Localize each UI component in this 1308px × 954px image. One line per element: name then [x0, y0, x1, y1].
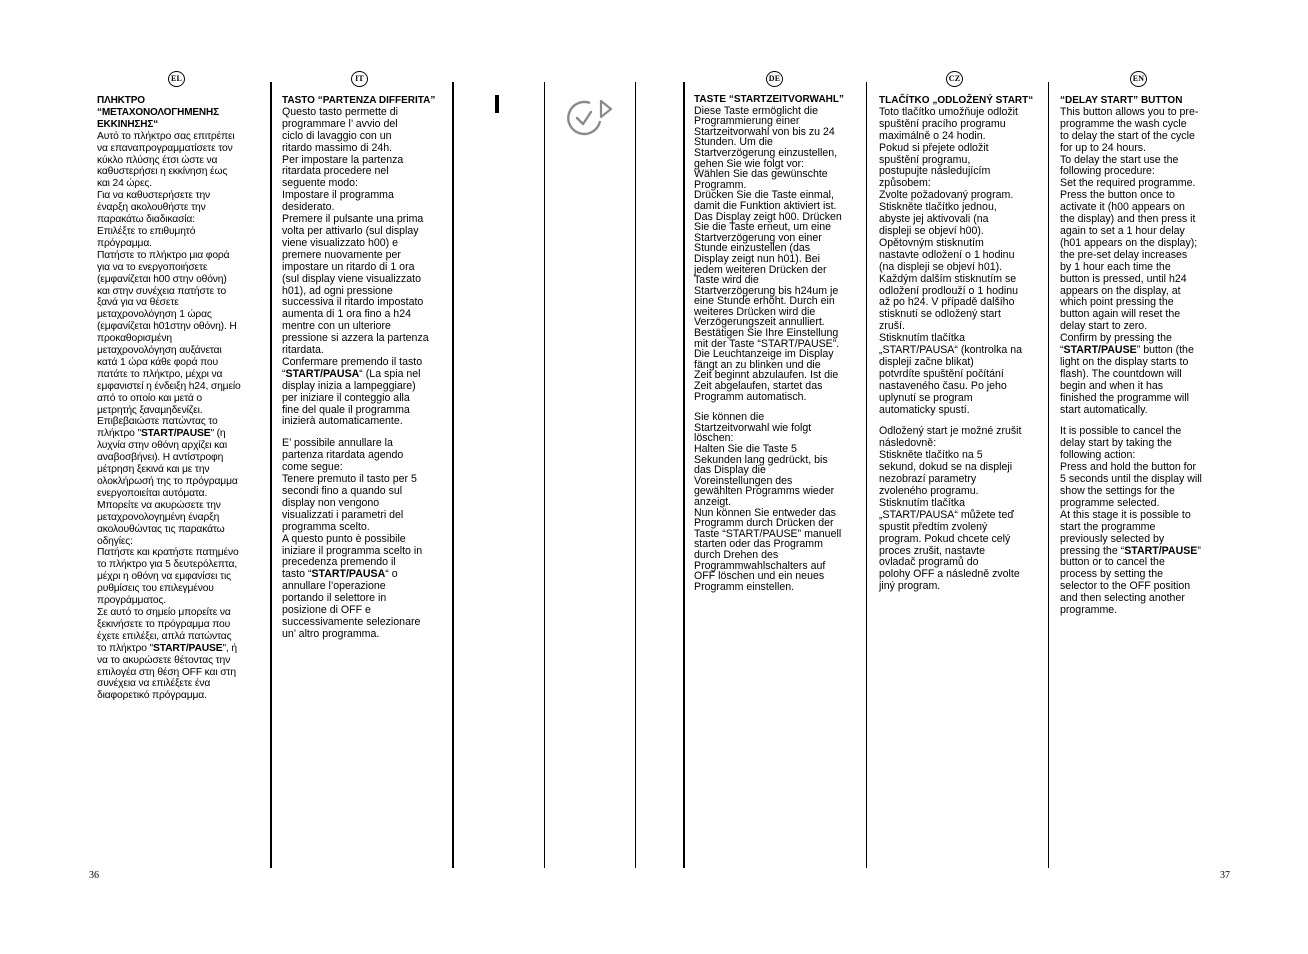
- start-pause-label: START/PAUSA: [285, 367, 360, 380]
- body-text: Diese Taste ermöglicht die Programmierung einer Startzeitvorwahl von bis zu 24 Stunden. Um die Startverzögerung einzustellen, gehen Sie wie folgt vor: Wählen Sie das gewünschte Programm. Drücken Sie die Taste einmal, damit die Funktion aktiviert ist. Das Display zeigt h00. Drücken Sie die Taste erneut, um eine Startverzögerung von einer Stunde einzustellen (das Display zeigt nun h01). Bei jedem weiteren Drücken der Taste wird die Startverzögerung bis h24um je eine Stunde erhöht. Durch ein weiteres Drücken wird die Verzögerungszeit annulliert.: [694, 104, 842, 329]
- vertical-bar-icon: [495, 95, 499, 113]
- delay-start-timer-icon: [566, 95, 614, 139]
- column-el: [97, 95, 265, 712]
- body-text: Confirm by pressing the “: [1060, 332, 1172, 357]
- page-number-left: 36: [89, 870, 99, 881]
- column-heading: “DELAY START” BUTTON: [1060, 95, 1183, 106]
- body-text: It is possible to cancel the delay start by taking the following action: Press and hold the button for 5 seconds until the display will show the settings for the programme selected. At this stage it is possible to start the programme previously selected by pressing the “: [1060, 425, 1202, 557]
- body-text: E’ possibile annullare la partenza ritardata agendo come segue: Tenere premuto il tasto per 5 secondi fino a quando sul display non vengono visualizzati i parametri del programma scelto. A questo punto è possibile iniziare il programma scelto in precedenza premendo il tasto “: [282, 437, 423, 581]
- column-divider: [866, 82, 867, 868]
- start-pause-label: START/PAUSE: [153, 642, 223, 654]
- column-divider: [1048, 82, 1049, 868]
- body-text: Confermare premendo il tasto “: [282, 355, 423, 380]
- body-text: “ o annullare l’operazione portando il selettore in posizione di OFF e successivamente selezionare un’ altro programma.: [282, 568, 421, 640]
- column-divider: [635, 82, 636, 868]
- column-divider: [683, 82, 685, 868]
- lang-badge-de: DE: [766, 71, 783, 87]
- body-text: Toto tlačítko umožňuje odložit spuštění pracího programu maximálně o 24 hodin. Pokud si přejete odložit spuštění programu, postupujte následujícím způsobem: Zvolte požadovaný program. Stiskněte tlačítko jednou, abyste jej aktivovali (na displeji se objeví h00). Opětovným stisknutím nastavte odložení o 1 hodinu (na displeji se objeví h01). Každým dalším stisknutím se odložení prodlouží o 1 hodinu až po h24. V případě dalšího stisknutí se odložený start zruší.: [879, 105, 1019, 333]
- column-heading: TLAČÍTKO „ODLOŽENÝ START“: [879, 95, 1034, 106]
- start-pause-label: START/PAUSE: [1063, 344, 1137, 357]
- body-text: ", ή να το ακυρώσετε θέτοντας την επιλογέα στη θέση OFF και στη συνέχεια να επιλέξετε ένα διαφορετικό πρόγραμμα.: [97, 642, 238, 702]
- column-divider: [270, 82, 272, 868]
- body-text: ” button (the light on the display starts to flash). The countdown will begin and when it has finished the programme will start automatically.: [1060, 344, 1194, 416]
- body-text: Stisknutím tlačítka „START/PAUSA“ (kontrolka na displeji začne blikat) potvrdíte spuštění počítání nastaveného času. Po jeho uplynutí se program automaticky spustí.: [879, 332, 1023, 416]
- lang-badge-it: IT: [351, 71, 368, 87]
- body-text: “ (La spia nel display inizia a lampeggiare) per iniziare il conteggio alla fine del quale il programma inizierà automaticamente.: [282, 367, 421, 428]
- body-text: This button allows you to pre- programme the wash cycle to delay the start of the cycle for up to 24 hours. To delay the start use the following procedure: Set the required programme. Press the button once to activate it (h00 appears on the display) and then press it again to set a 1 hour delay (h01 appears on the display); the pre-set delay increases by 1 hour each time the button is pressed, until h24 appears on the display, at which point pressing the button again will reset the delay start to zero.: [1060, 105, 1199, 333]
- start-pause-label: START/PAUSE: [140, 428, 211, 440]
- page-number-right: 37: [1220, 870, 1230, 881]
- column-de: [694, 95, 864, 602]
- body-text: Αυτό το πλήκτρο σας επιτρέπει να επαναπρογραμματίσετε τον κύκλο πλύσης έτσι ώστε να καθυστερήσει η εκκίνηση έως και 24 ώρες. Για να καθυστερήσετε την έναρξη ακολουθήστε την παρακάτω διαδικασία: Επιλέξτε το επιθυμητό πρόγραμμα. Πατήστε το πλήκτρο μια φορά για να το ενεργοποιήσετε (εμφανίζεται h00 στην οθόνη) και στην συνέχεια πατήστε το ξανά για να θέσετε μεταχρονολόγηση 1 ώρας (εμφανίζεται h01στην οθόνη). Η προκαθορισμένη μεταχρονολόγηση αυξάνεται κατά 1 ώρα κάθε φορά που πατάτε το πλήκτρο, μέχρι να εμφανιστεί η ένδειξη h24, σημείο από το οποίο και μετά ο μετρητής ξαναμηδενίζει. Επιβεβαιώστε πατώντας το πλήκτρο ": [97, 130, 241, 440]
- body-text: Bestätigen Sie Ihre Einstellung mit der Taste “START/PAUSE”. Die Leuchtanzeige im Display fängt an zu blinken und die Zeit beginnt abzulaufen. Ist die Zeit abgelaufen, startet das Programm automatisch.: [694, 327, 840, 403]
- column-divider: [544, 82, 545, 868]
- column-cz: [879, 95, 1047, 603]
- lang-badge-cz: CZ: [946, 71, 963, 87]
- column-heading: TASTO “PARTENZA DIFFERITA”: [282, 95, 436, 106]
- column-heading: ΠΛΗΚΤΡΟ “ΜΕΤΑΧΟΝΟΛΟΓΗΜΕΝΗΣ ΕΚΚΙΝΗΣΗΣ“: [97, 95, 219, 130]
- lang-badge-el: EL: [168, 71, 185, 87]
- start-pause-label: START/PAUSA: [311, 568, 386, 581]
- start-pause-label: START/PAUSE: [1124, 544, 1198, 557]
- body-text: Questo tasto permette di programmare l’ avvio del ciclo di lavaggio con un ritardo massimo di 24h. Per impostare la partenza ritardata procedere nel seguente modo: Impostare il programma desiderato. Premere il pulsante una prima volta per attivarlo (sul display viene visualizzato h00) e premere nuovamente per impostare un ritardo di 1 ora (sul display viene visualizzato h01), ad ogni pressione successiva il ritardo impostato aumenta di 1 ora fino a h24 mentre con un ulteriore pressione si azzera la partenza ritardata.: [282, 105, 429, 357]
- body-text: Odložený start je možné zrušit následovně: Stiskněte tlačítko na 5 sekund, dokud se na displeji nezobrazí parametry zvoleného programu. Stisknutím tlačítka „START/PAUSA“ můžete teď spustit předtím zvolený program. Pokud chcete celý proces zrušit, nastavte ovladač programů do polohy OFF a následně zvolte jiný program.: [879, 425, 1022, 593]
- column-divider: [452, 82, 454, 868]
- body-text: ” button or to cancel the process by setting the selector to the OFF position and then selecting another programme.: [1060, 544, 1201, 617]
- lang-badge-en: EN: [1130, 71, 1147, 87]
- column-heading: TASTE “STARTZEITVORWAHL”: [694, 94, 844, 105]
- body-text: " (η λυχνία στην οθόνη αρχίζει και αναβοσβήνει). Η αντίστροφη μέτρηση ξεκινά και με την ολοκλήρωσή της το πρόγραμμα ενεργοποιείται αυτόματα. Μπορείτε να ακυρώσετε την μεταχρονολογημένη έναρξη ακολουθώντας τις παρακάτω οδηγίες: Πατήστε και κρατήστε πατημένο το πλήκτρο για 5 δευτερόλεπτα, μέχρι η οθόνη να εμφανίσει τις ρυθμίσεις του επιλεγμένου προγράμματος. Σε αυτό το σημείο μπορείτε να ξεκινήσετε το πρόγραμμα που έχετε επιλέξει, απλά πατώντας το πλήκτρο ": [97, 428, 239, 654]
- column-it: [282, 95, 450, 651]
- column-en: [1060, 95, 1230, 627]
- body-text: Sie können die Startzeitvorwahl wie folgt löschen: Halten Sie die Taste 5 Sekunden lang gedrückt, bis das Display die Voreinstellungen des gewählten Programms wieder anzeigt. Nun können Sie entweder das Programm durch Drücken der Taste “START/PAUSE” manuell starten oder das Programm durch Drehen des Programmwahlschalters auf OFF löschen und ein neues Programm einstellen.: [694, 411, 842, 593]
